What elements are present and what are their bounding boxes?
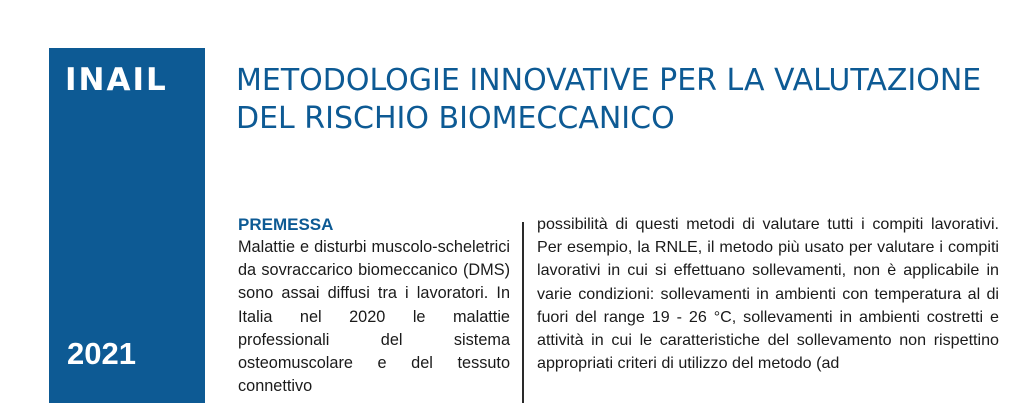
text-column-right bbox=[537, 213, 999, 375]
document-title: METODOLOGIE INNOVATIVE PER LA VALUTAZIONE DEL RISCHIO BIOMECCANICO bbox=[236, 63, 982, 136]
body-paragraph-continued: possibilità di questi metodi di valutare tutti i compiti lavorativi. Per esempio, la RNLE, il metodo più usato per valutare i compiti lavorativi in cui si effettuano sollevamenti, non è applicabile in varie condizioni: sollevamenti in ambienti con temperatura al di fuori del range 19 - 26 °C, sollevamenti in ambienti costretti e attività in cui le caratteristiche del sollevamento non rispettino appropriati criteri di utilizzo del metodo (ad bbox=[537, 215, 999, 373]
section-heading: PREMESSA bbox=[238, 215, 334, 234]
brand-sidebar bbox=[49, 48, 205, 403]
text-column-left bbox=[238, 213, 510, 398]
inail-logo: INAIL bbox=[65, 62, 168, 98]
column-divider bbox=[522, 222, 524, 403]
publication-year: 2021 bbox=[67, 336, 136, 371]
body-paragraph: Malattie e disturbi muscolo-scheletrici da sovraccarico biomeccanico (DMS) sono assai diffusi tra i lavoratori. In Italia nel 2020 le malattie professionali del sistema osteomuscolare e del tessuto connettivo bbox=[238, 238, 510, 396]
